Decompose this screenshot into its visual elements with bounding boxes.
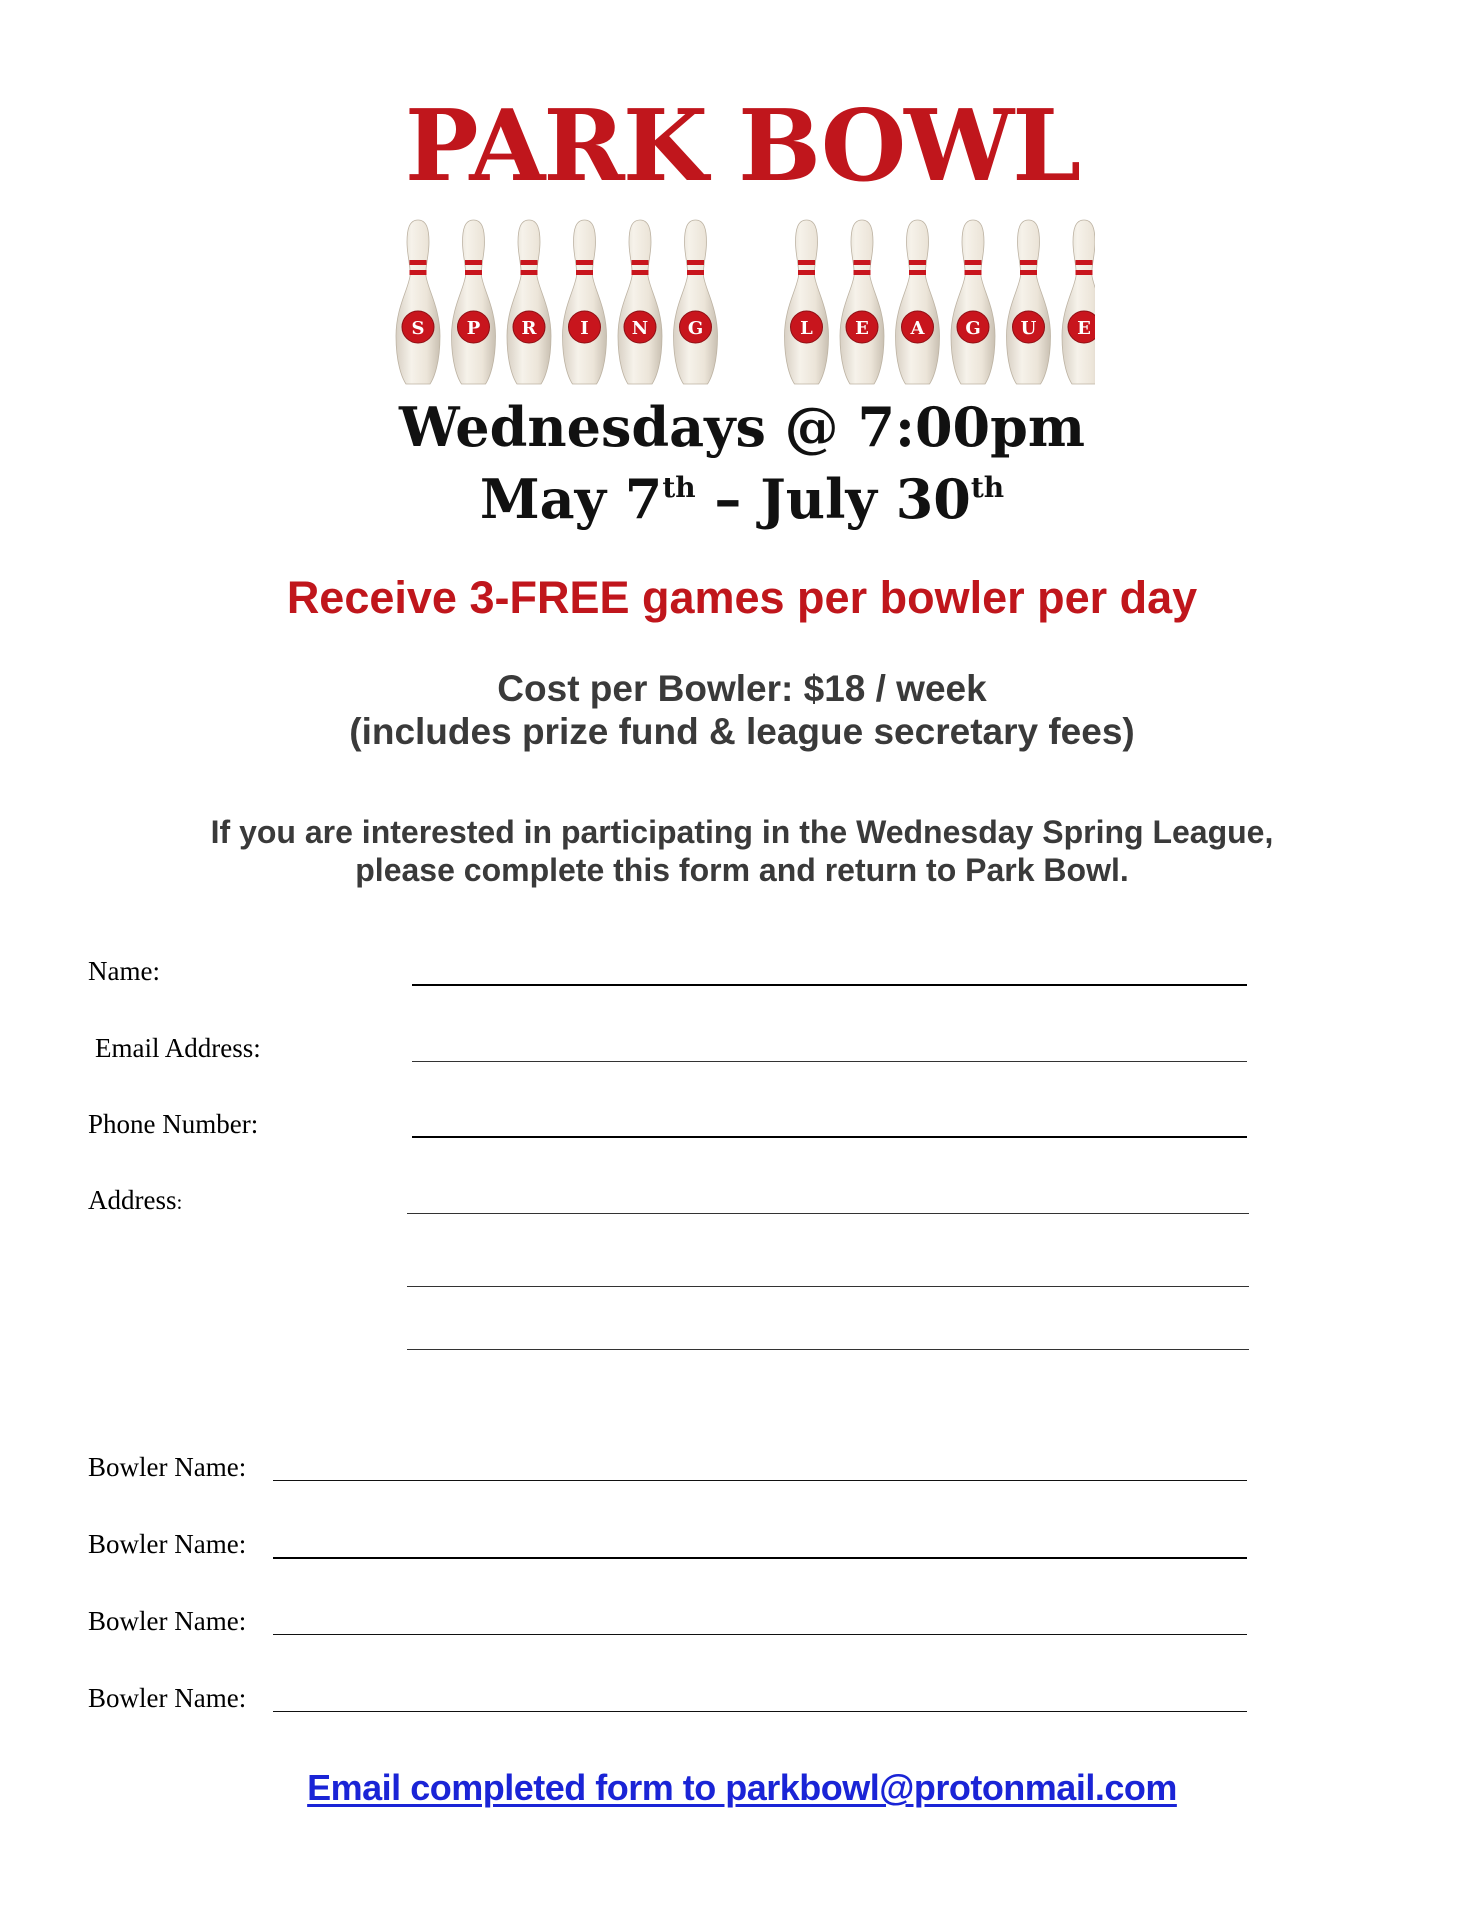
address-label-text: Address bbox=[88, 1185, 177, 1215]
cost-includes-note: (includes prize fund & league secretary fees) bbox=[349, 711, 1135, 752]
address-label-colon: : bbox=[176, 1190, 183, 1214]
pin-letter: G bbox=[965, 318, 981, 339]
bowling-pins-spring-league-banner bbox=[385, 218, 1095, 388]
bowler-name-field-line-4[interactable] bbox=[273, 1711, 1247, 1712]
bowling-pin-r-3 bbox=[507, 220, 551, 384]
bowling-pin-i-4 bbox=[563, 220, 607, 384]
bowling-pin-l-7 bbox=[785, 220, 829, 384]
bowling-pin-e-12 bbox=[1062, 220, 1095, 384]
name-label: Name: bbox=[88, 956, 160, 986]
name-field-line[interactable] bbox=[412, 984, 1247, 986]
bowler-name-label-2: Bowler Name: bbox=[88, 1529, 247, 1559]
bowling-pin-n-5 bbox=[618, 220, 662, 384]
bowler-name-label-1: Bowler Name: bbox=[88, 1452, 247, 1482]
bowler-name-label-3: Bowler Name: bbox=[88, 1606, 247, 1636]
bowler-name-field-line-2[interactable] bbox=[273, 1557, 1247, 1559]
pin-letter: R bbox=[521, 318, 537, 339]
bowling-pin-p-2 bbox=[452, 220, 496, 384]
bowling-pin-e-8 bbox=[840, 220, 884, 384]
schedule-day-time: Wednesdays @ 7:00pm bbox=[398, 395, 1086, 459]
pin-letter: I bbox=[580, 318, 589, 339]
bowling-pin-g-10 bbox=[951, 220, 995, 384]
bowling-pin-u-11 bbox=[1007, 220, 1051, 384]
pin-letter: S bbox=[411, 318, 425, 339]
bowling-pin-g-6 bbox=[674, 220, 718, 384]
email-instructions bbox=[0, 1767, 1484, 1808]
bowling-pin-a-9 bbox=[896, 220, 940, 384]
pin-letter: L bbox=[800, 318, 813, 339]
schedule-end-suffix: th bbox=[970, 471, 1005, 504]
pin-letter: N bbox=[631, 318, 649, 339]
email-label: Email Address: bbox=[95, 1033, 261, 1063]
address-field-line-3[interactable] bbox=[407, 1349, 1249, 1350]
address-field-line-2[interactable] bbox=[407, 1286, 1249, 1287]
bowling-pin-s-1 bbox=[396, 220, 440, 384]
pin-letter: U bbox=[1020, 318, 1037, 339]
interest-text-line1: If you are interested in participating in the Wednesday Spring League, bbox=[210, 814, 1274, 850]
bowler-name-field-line-3[interactable] bbox=[273, 1634, 1247, 1635]
email-field-line[interactable] bbox=[412, 1061, 1247, 1062]
pin-letter: E bbox=[1077, 318, 1091, 339]
address-label bbox=[88, 1187, 182, 1214]
schedule-start-date: May 7 bbox=[479, 467, 663, 531]
schedule-start-suffix: th bbox=[662, 471, 696, 504]
bowler-name-label-4: Bowler Name: bbox=[88, 1683, 247, 1713]
cost-per-bowler: Cost per Bowler: $18 / week bbox=[497, 668, 987, 709]
page-title: PARK BOWL bbox=[404, 89, 1080, 204]
bowler-name-field-line-1[interactable] bbox=[273, 1480, 1247, 1481]
pin-letter: G bbox=[687, 318, 704, 339]
address-field-line-1[interactable] bbox=[407, 1213, 1249, 1214]
phone-field-line[interactable] bbox=[412, 1136, 1247, 1138]
pin-letter: E bbox=[855, 318, 869, 339]
email-link[interactable]: Email completed form to parkbowl@protonmail.com bbox=[307, 1767, 1177, 1808]
phone-label: Phone Number: bbox=[88, 1109, 259, 1139]
interest-text-line2: please complete this form and return to Park Bowl. bbox=[355, 852, 1129, 888]
schedule-end-date: – July 30 bbox=[695, 467, 971, 531]
schedule-dates bbox=[0, 467, 1484, 531]
free-games-promo: Receive 3-FREE games per bowler per day bbox=[286, 572, 1198, 623]
pin-letter: A bbox=[910, 318, 925, 339]
pin-letter: P bbox=[466, 318, 481, 339]
